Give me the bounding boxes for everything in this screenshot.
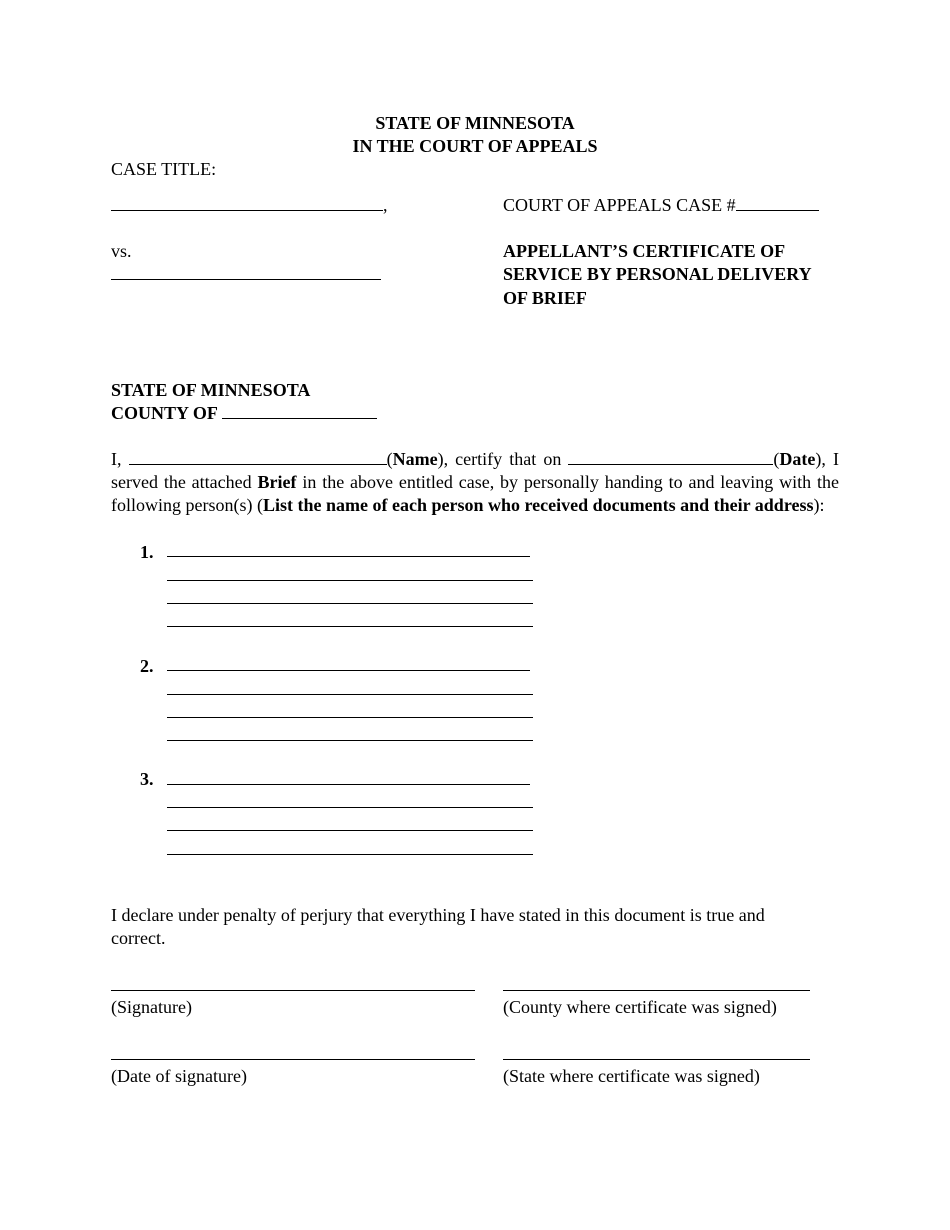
declaration-text: I declare under penalty of perjury that everything I have stated in this document is true and correct. [111,905,765,948]
venue-state: STATE OF MINNESOTA [111,380,311,400]
recipient-3-line-4[interactable] [167,854,533,855]
recipient-1-line-4[interactable] [167,626,533,627]
doc-title-line3: OF BRIEF [503,288,587,308]
venue-county [111,402,377,424]
recipient-2-number: 2. [140,656,154,676]
recipient-1-line-3[interactable] [167,603,533,604]
party2-line[interactable] [111,263,381,285]
recipient-2-line-2[interactable] [167,694,533,695]
vs-label: vs. [111,241,132,261]
county-blank[interactable] [222,402,377,419]
county-signed-label: (County where certificate was signed) [503,997,777,1017]
recipient-3-number: 3. [140,769,154,789]
name-label: Name [392,449,438,469]
recipient-2-line-1[interactable] [167,670,530,671]
list-instruction: List the name of each person who received documents and their address [262,495,814,515]
recipient-3-line-2[interactable] [167,807,533,808]
case-number [503,194,819,216]
recipient-2-line-4[interactable] [167,740,533,741]
party1-comma: , [383,195,388,215]
header-court: IN THE COURT OF APPEALS [352,136,598,156]
state-signed-label: (State where certificate was signed) [503,1066,760,1086]
recipient-1-line-1[interactable] [167,556,530,557]
date-signed-line[interactable] [111,1059,475,1060]
state-signed-line[interactable] [503,1059,810,1060]
cert-paren-name: ( [386,449,393,469]
party2-blank[interactable] [111,263,381,280]
cert-served: ), I served the attached [111,449,839,492]
recipient-1-number: 1. [140,542,154,562]
doc-title-line1: APPELLANT’S CERTIFICATE OF [503,241,786,261]
recipient-3-line-3[interactable] [167,830,533,831]
signature-line[interactable] [111,990,475,991]
party1-blank[interactable] [111,194,383,211]
case-title-label: CASE TITLE: [111,159,217,179]
county-label: COUNTY OF [111,403,218,423]
recipient-1-line-2[interactable] [167,580,533,581]
case-no-label: COURT OF APPEALS CASE # [503,195,736,215]
cert-rest: in the above entitled case, by personally handing to and leaving with the following person(s) ( [111,472,839,515]
brief-label: Brief [257,472,297,492]
county-signed-line[interactable] [503,990,810,991]
party1-line[interactable] [111,194,388,216]
cert-paren-date: ( [773,449,780,469]
case-no-blank[interactable] [736,194,819,211]
date-blank[interactable] [568,448,773,465]
cert-close: ): [813,495,825,515]
recipient-3-line-1[interactable] [167,784,530,785]
cert-certify-on: ), certify that on [437,449,569,469]
doc-title-line2: SERVICE BY PERSONAL DELIVERY [503,264,812,284]
cert-i: I, [111,449,122,469]
name-blank[interactable] [129,448,387,465]
recipient-2-line-3[interactable] [167,717,533,718]
date-label: Date [779,449,816,469]
header-state: STATE OF MINNESOTA [375,113,575,133]
date-signed-label: (Date of signature) [111,1066,247,1086]
certification-paragraph [111,448,839,517]
signature-label: (Signature) [111,997,192,1017]
